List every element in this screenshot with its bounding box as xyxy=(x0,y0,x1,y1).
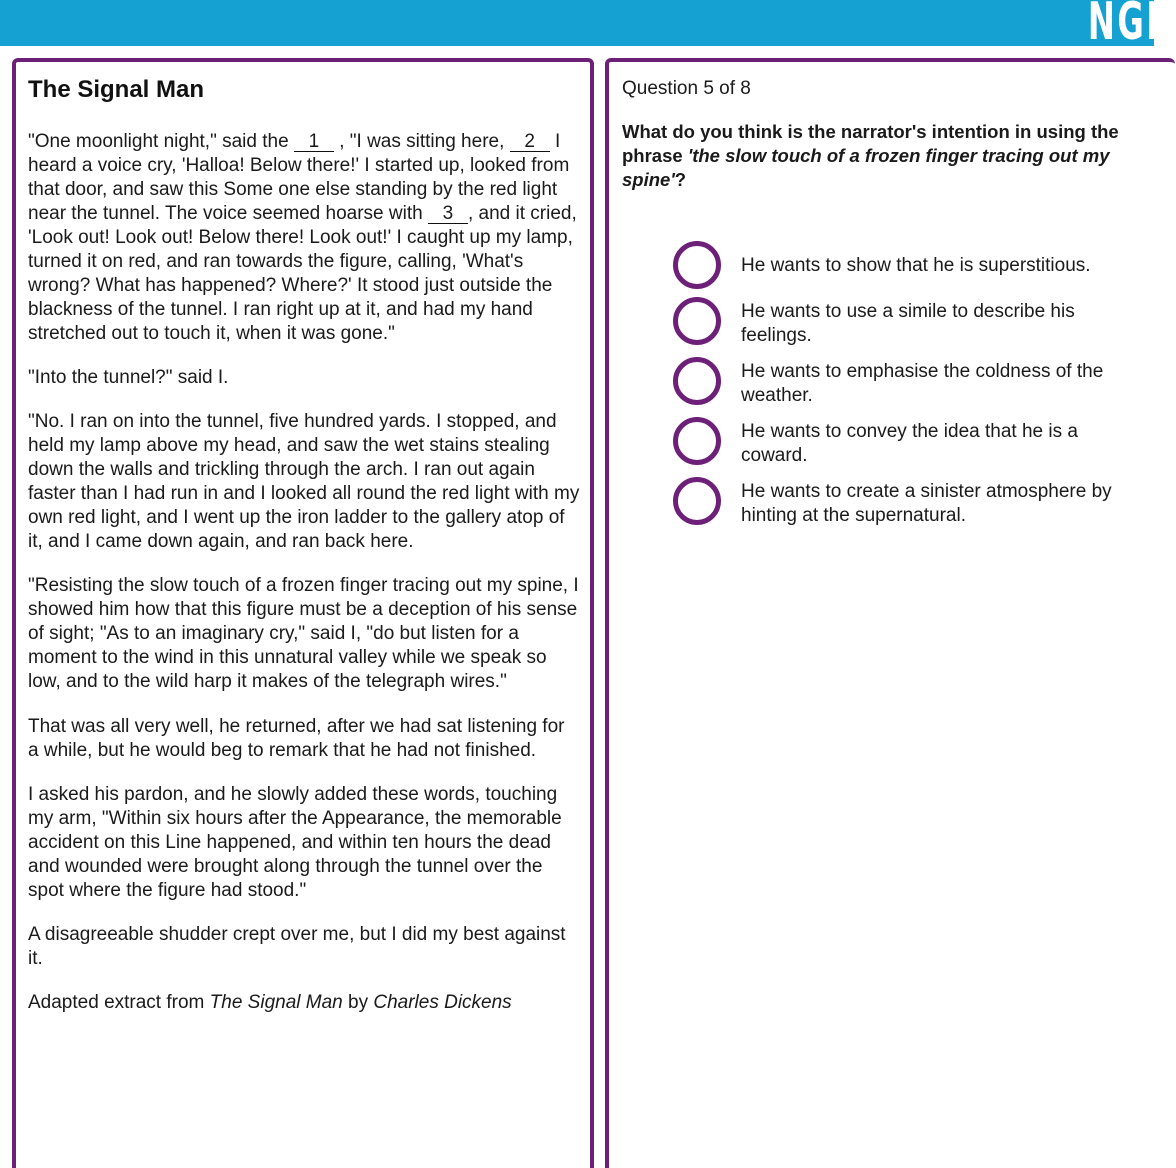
gap-blank-2: 2 xyxy=(510,132,550,152)
brand-logo: NGH xyxy=(1088,0,1176,52)
text-run: by xyxy=(342,992,374,1013)
text-run: What do you think is the narrator's intention in using the phrase xyxy=(622,121,1119,166)
source-citation xyxy=(28,991,580,1015)
option-label[interactable]: He wants to show that he is superstitious. xyxy=(741,255,1091,276)
passage-paragraph xyxy=(28,130,580,346)
question-panel xyxy=(605,58,1175,1168)
passage-paragraph: "No. I ran on into the tunnel, five hundred yards. I stopped, and held my lamp above my head, and saw the wet stains stealing down the walls and trickling through the arch. I ran out again faster than I had run in and I looked all round the red light with my own red light, and I went up the iron ladder to the gallery atop of it, and I came down again, and ran back here. xyxy=(28,411,580,552)
passage-paragraph: "Resisting the slow touch of a frozen finger tracing out my spine, I showed him how that this figure must be a deception of his sense of sight; "As to an imaginary cry," said I, "do but listen for a moment to the wind in this unnatural valley while we speak so low, and to the wild harp it makes of the telegraph wires." xyxy=(28,575,579,692)
gap-blank-3: 3 xyxy=(428,204,468,224)
text-run: ? xyxy=(674,169,687,190)
radio-button[interactable] xyxy=(673,241,721,289)
passage-paragraph: That was all very well, he returned, after we had sat listening for a while, but he would beg to remark that he had not finished. xyxy=(28,716,565,761)
question-text xyxy=(622,120,1142,192)
text-run: I heard a voice cry, 'Halloa! Below there!' I started up, looked from that door, and saw this Some one else standing by the red light near the tunnel. The voice seemed hoarse with xyxy=(28,131,570,224)
question-counter: Question 5 of 8 xyxy=(622,78,751,99)
option-label[interactable]: He wants to use a simile to describe his feelings. xyxy=(741,301,1075,346)
passage-paragraph: "Into the tunnel?" said I. xyxy=(28,367,229,388)
work-title: The Signal Man xyxy=(209,992,343,1013)
answer-option-2[interactable] xyxy=(673,297,1148,352)
quoted-phrase: 'the slow touch of a frozen finger tracing out my spine' xyxy=(622,145,1110,190)
text-run: Adapted extract from xyxy=(28,992,210,1013)
gap-blank-1: 1 xyxy=(294,132,334,152)
author-name: Charles Dickens xyxy=(373,992,512,1013)
answer-option-4[interactable] xyxy=(673,417,1148,472)
passage-paragraph: I asked his pardon, and he slowly added these words, touching my arm, "Within six hours after the Appearance, the memorable accident on this Line happened, and within ten hours the dead and wounded were brought along through the tunnel over the spot where the figure had stood." xyxy=(28,784,562,901)
text-run: "One moonlight night," said the xyxy=(28,131,294,152)
radio-button[interactable] xyxy=(673,477,721,525)
option-label[interactable]: He wants to convey the idea that he is a coward. xyxy=(741,421,1078,466)
text-run: , and it cried, 'Look out! Look out! Below there! Look out!' I caught up my lamp, turned it on red, and ran towards the figure, calling, 'What's wrong? What has happened? Where?' It stood just outside the blackness of the tunnel. I ran right up at it, and had my hand stretched out to touch it, when it was gone." xyxy=(28,203,577,344)
radio-button[interactable] xyxy=(673,357,721,405)
top-bar xyxy=(0,0,1176,52)
option-label[interactable]: He wants to create a sinister atmosphere by hinting at the supernatural. xyxy=(741,481,1112,526)
answer-option-5[interactable] xyxy=(673,477,1148,532)
passage-paragraph: A disagreeable shudder crept over me, but I did my best against it. xyxy=(28,924,566,969)
answer-option-3[interactable] xyxy=(673,357,1148,412)
radio-button[interactable] xyxy=(673,297,721,345)
option-label[interactable]: He wants to emphasise the coldness of the weather. xyxy=(741,361,1104,406)
passage-panel xyxy=(12,58,594,1168)
answer-option-1[interactable] xyxy=(673,242,1148,292)
radio-button[interactable] xyxy=(673,417,721,465)
text-run: , "I was sitting here, xyxy=(333,131,510,152)
passage-text xyxy=(28,130,580,1035)
passage-title: The Signal Man xyxy=(28,76,205,103)
